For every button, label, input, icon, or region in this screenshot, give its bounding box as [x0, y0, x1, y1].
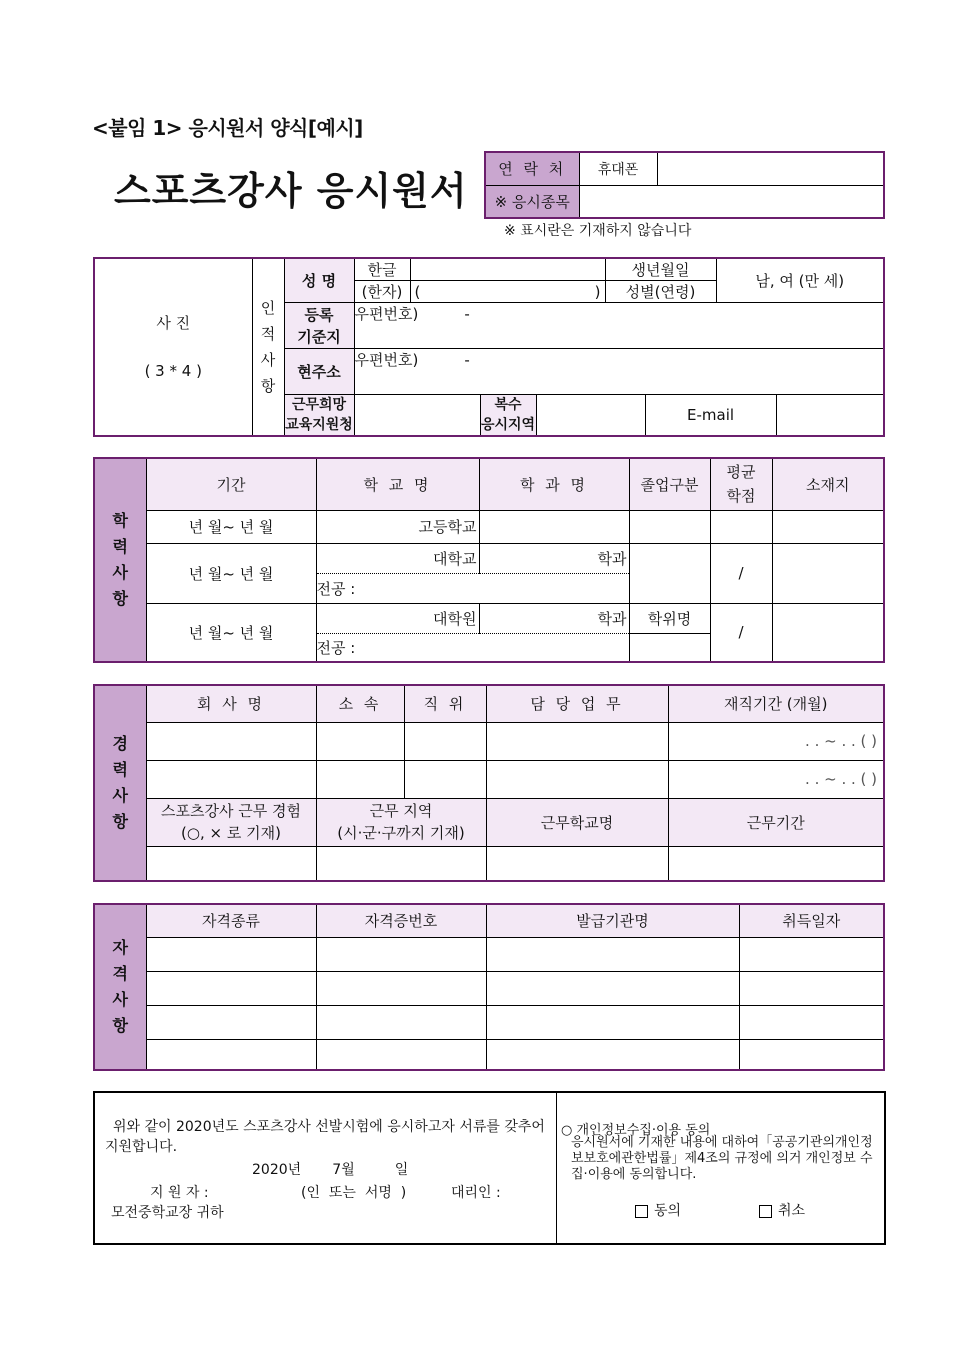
header-position: 직 위 — [404, 685, 486, 722]
contact-box — [484, 151, 885, 219]
checkbox-icon — [635, 1205, 648, 1218]
header-issuer: 발급기관명 — [486, 904, 739, 937]
header-grad-type: 졸업구분 — [629, 458, 710, 510]
phone-label: 휴대폰 — [579, 152, 657, 185]
recipient: 모전중학교장 귀하 — [111, 1205, 224, 1221]
license-cell[interactable] — [739, 1005, 884, 1039]
multi-region-label: 복수 응시지역 — [480, 395, 536, 437]
license-cell[interactable] — [316, 937, 486, 971]
office-field[interactable] — [354, 395, 480, 437]
email-label: E-mail — [645, 395, 776, 437]
registered-address-field[interactable]: 우편번호) - — [354, 303, 884, 349]
career-duty-1[interactable] — [486, 722, 668, 760]
license-cell[interactable] — [739, 937, 884, 971]
hs-location[interactable] — [772, 510, 884, 543]
career-section-label: 경 력 사 항 — [94, 685, 146, 881]
career-duty-2[interactable] — [486, 760, 668, 798]
career-position-2[interactable] — [404, 760, 486, 798]
applicant-label: 지 원 자 : — [150, 1185, 209, 1201]
license-cell[interactable] — [486, 937, 739, 971]
grad-dept[interactable]: 학과 — [479, 603, 629, 633]
college-school[interactable]: 대학교 — [316, 543, 479, 573]
declaration-date[interactable]: 2020년 7월 일 — [252, 1162, 409, 1178]
header-affiliation: 소 속 — [316, 685, 404, 722]
contact-label: 연 락 처 — [485, 152, 579, 185]
gender-label: 성별(연령) — [605, 281, 716, 303]
career-table — [93, 684, 885, 882]
grad-school[interactable]: 대학원 — [316, 603, 479, 633]
college-location[interactable] — [772, 543, 884, 603]
education-section-label: 학 력 사 항 — [94, 458, 146, 662]
sport-label: ※ 응시종목 — [485, 185, 579, 218]
sports-exp-field[interactable] — [146, 846, 316, 881]
license-cell[interactable] — [739, 1039, 884, 1070]
header-license-type: 자격종류 — [146, 904, 316, 937]
form-title: 스포츠강사 응시원서 — [114, 169, 468, 213]
hanja-label: (한자) — [354, 281, 410, 303]
name-label: 성 명 — [284, 258, 354, 303]
license-cell[interactable] — [146, 971, 316, 1005]
career-company-1[interactable] — [146, 722, 316, 760]
declaration-box — [93, 1091, 886, 1245]
photo-size: ( 3 * 4 ) — [144, 362, 202, 380]
header-duty: 담 당 업 무 — [486, 685, 668, 722]
email-field[interactable] — [776, 395, 884, 437]
license-section-label: 자 격 사 항 — [94, 904, 146, 1070]
hanja-name-field[interactable]: ( ) — [410, 281, 605, 303]
header-tenure: 재직기간 (개월) — [668, 685, 884, 722]
consent-title: ○ 개인정보수집·이용 동의 — [561, 1123, 711, 1138]
license-table — [93, 903, 885, 1071]
multi-region-field[interactable] — [536, 395, 645, 437]
header-location: 소재지 — [772, 458, 884, 510]
college-period[interactable]: 년 월~ 년 월 — [146, 543, 316, 603]
office-label: 근무희망 교육지원청 — [284, 395, 354, 437]
photo-label: 사 진 — [156, 314, 191, 332]
career-position-1[interactable] — [404, 722, 486, 760]
gender-age-field[interactable]: 남, 여 (만 세) — [716, 258, 884, 303]
degree-label: 학위명 — [629, 603, 710, 633]
college-dept[interactable]: 학과 — [479, 543, 629, 573]
license-cell[interactable] — [146, 937, 316, 971]
header-company: 회 사 명 — [146, 685, 316, 722]
college-major[interactable]: 전공 : — [316, 573, 629, 603]
license-cell[interactable] — [486, 1005, 739, 1039]
checkbox-icon — [759, 1205, 772, 1218]
hs-gpa[interactable] — [710, 510, 772, 543]
college-grad[interactable] — [629, 543, 710, 603]
hs-period[interactable]: 년 월~ 년 월 — [146, 510, 316, 543]
region-field[interactable] — [316, 846, 486, 881]
hangul-name-field[interactable] — [410, 258, 605, 281]
consent-text: 응시원서에 기재한 내용에 대하여「공공기관의개인정보보호에관한법률」제4조의 규정에 의거 개인정보 수집·이용에 동의합니다. — [571, 1135, 873, 1182]
header-school: 학 교 명 — [316, 458, 479, 510]
sign-field[interactable]: (인 또는 서명 ) — [301, 1185, 407, 1201]
region-label: 근무 지역 (시·군·구까지 기재) — [316, 798, 486, 846]
proxy-label: 대리인 : — [451, 1185, 501, 1201]
career-affiliation-1[interactable] — [316, 722, 404, 760]
attachment-label: <붙임 1> 응시원서 양식[예시] — [92, 116, 363, 140]
career-affiliation-2[interactable] — [316, 760, 404, 798]
license-cell[interactable] — [146, 1005, 316, 1039]
declaration-text: 위와 같이 2020년도 스포츠강사 선발시험에 응시하고자 서류를 갖추어 지원합니다. — [105, 1119, 545, 1155]
grad-gpa[interactable]: / — [710, 603, 772, 662]
hangul-label: 한글 — [354, 258, 410, 281]
personal-info-table — [93, 257, 885, 437]
work-period-field[interactable] — [668, 846, 884, 881]
grad-period[interactable]: 년 월~ 년 월 — [146, 603, 316, 662]
sport-field[interactable] — [579, 185, 884, 218]
personal-section-label: 인 적 사 항 — [252, 258, 284, 436]
header-acquired: 취득일자 — [739, 904, 884, 937]
grad-major[interactable]: 전공 : — [316, 633, 629, 662]
license-cell[interactable] — [316, 1005, 486, 1039]
license-cell[interactable] — [316, 1039, 486, 1070]
birth-label: 생년월일 — [605, 258, 716, 281]
header-gpa: 평균 학점 — [710, 458, 772, 510]
school-name-field[interactable] — [486, 846, 668, 881]
career-tenure-2[interactable]: . . ~ . . ( ) — [668, 760, 884, 798]
contact-note: ※ 표시란은 기재하지 않습니다 — [504, 223, 692, 239]
school-name-label: 근무학교명 — [486, 798, 668, 846]
license-cell[interactable] — [486, 1039, 739, 1070]
header-period: 기간 — [146, 458, 316, 510]
license-cell[interactable] — [486, 971, 739, 1005]
hs-school[interactable]: 고등학교 — [316, 510, 479, 543]
license-cell[interactable] — [316, 971, 486, 1005]
registered-label: 등록 기준지 — [284, 303, 354, 349]
college-gpa[interactable]: / — [710, 543, 772, 603]
license-cell[interactable] — [739, 971, 884, 1005]
header-dept: 학 과 명 — [479, 458, 629, 510]
license-cell[interactable] — [146, 1039, 316, 1070]
phone-field[interactable] — [657, 152, 884, 185]
career-tenure-1[interactable]: . . ~ . . ( ) — [668, 722, 884, 760]
cancel-checkbox[interactable]: 취소 — [759, 1200, 805, 1220]
agree-checkbox[interactable]: 동의 — [635, 1200, 681, 1220]
grad-location[interactable] — [772, 603, 884, 662]
sports-exp-label: 스포츠강사 근무 경험 (○, × 로 기재) — [146, 798, 316, 846]
current-address-field[interactable]: 우편번호) - — [354, 349, 884, 395]
header-license-no: 자격증번호 — [316, 904, 486, 937]
work-period-label: 근무기간 — [668, 798, 884, 846]
photo-box[interactable] — [94, 258, 252, 436]
degree-field[interactable] — [629, 633, 710, 662]
hs-dept[interactable] — [479, 510, 629, 543]
hs-grad[interactable] — [629, 510, 710, 543]
education-table — [93, 457, 885, 663]
career-company-2[interactable] — [146, 760, 316, 798]
current-address-label: 현주소 — [284, 349, 354, 395]
